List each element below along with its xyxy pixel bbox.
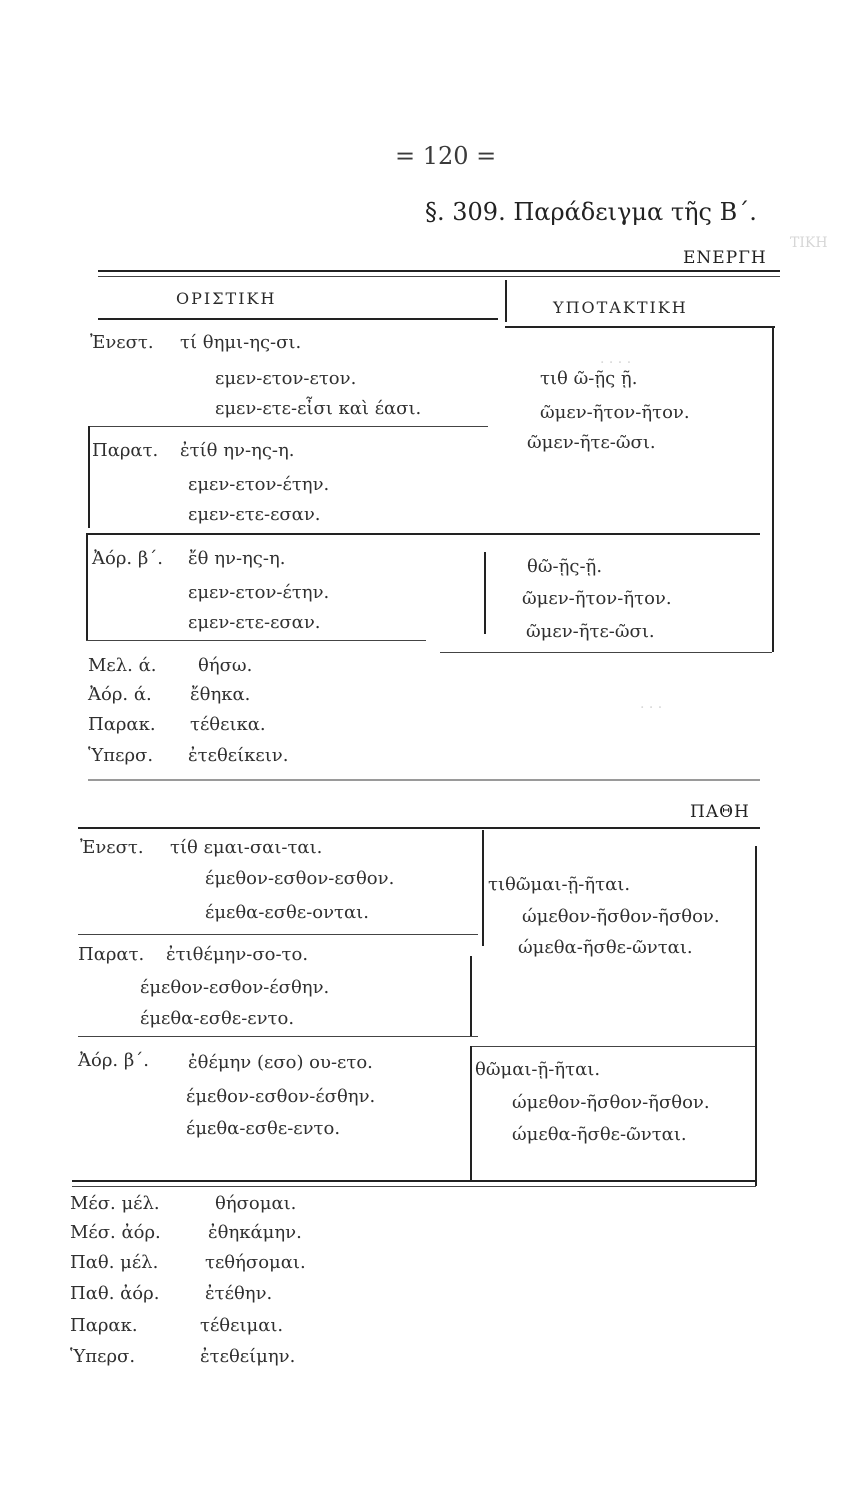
subjunctive-line: ώμεθον-ῆσθον-ῆσθον. bbox=[512, 1092, 710, 1113]
summary-label: Μέσ. μέλ. bbox=[70, 1193, 160, 1214]
table-border bbox=[86, 533, 88, 641]
column-divider bbox=[470, 956, 472, 1036]
summary-form: τέθεικα. bbox=[190, 714, 266, 735]
section-title: §. 309. Παράδειγμα τῆς Β΄. bbox=[425, 198, 757, 226]
conjugation-line: τίθ εμαι-σαι-ται. bbox=[170, 837, 323, 858]
table-border bbox=[772, 326, 774, 652]
tense-label: Ἐνεστ. bbox=[80, 837, 144, 858]
summary-label: Ὑπερσ. bbox=[70, 1346, 136, 1367]
summary-form: τεθήσομαι. bbox=[205, 1252, 306, 1273]
conjugation-line: εμεν-ετε-εσαν. bbox=[188, 504, 321, 525]
summary-form: θήσομαι. bbox=[215, 1193, 297, 1214]
subjunctive-line: ώμεθα-ῆσθε-ῶνται. bbox=[518, 937, 693, 958]
conjugation-line: έμεθον-εσθον-εσθον. bbox=[205, 868, 395, 889]
summary-label: Παθ. ἀόρ. bbox=[70, 1283, 160, 1304]
subjunctive-line: θῶ-ῇς-ῇ. bbox=[527, 556, 603, 577]
table-rule bbox=[98, 270, 780, 272]
table-rule bbox=[88, 533, 760, 535]
page-number: = 120 = bbox=[395, 142, 497, 170]
table-border bbox=[755, 846, 757, 1186]
table-rule bbox=[78, 934, 478, 935]
conjugation-line: εμεν-ετον-ετον. bbox=[215, 368, 357, 389]
summary-label: Παθ. μέλ. bbox=[70, 1252, 159, 1273]
conjugation-line: εμεν-ετον-έτην. bbox=[188, 582, 330, 603]
subjunctive-line: θῶμαι-ῇ-ῆται. bbox=[475, 1059, 601, 1080]
conjugation-line: έμεθον-εσθον-έσθην. bbox=[140, 977, 330, 998]
table-rule bbox=[78, 1036, 478, 1037]
table-rule bbox=[72, 1186, 756, 1187]
summary-form: θήσω. bbox=[198, 655, 253, 676]
table-rule bbox=[86, 640, 426, 641]
conjugation-line: έμεθον-εσθον-έσθην. bbox=[186, 1086, 376, 1107]
subjunctive-line: τιθῶμαι-ῇ-ῆται. bbox=[488, 874, 631, 895]
table-rule bbox=[88, 779, 760, 781]
conjugation-line: τί θημι-ης-σι. bbox=[180, 332, 302, 353]
summary-form: ἐθηκάμην. bbox=[208, 1222, 302, 1243]
active-voice-label: ΕΝΕΡΓΗ bbox=[683, 248, 767, 268]
conjugation-line: εμεν-ετον-έτην. bbox=[188, 474, 330, 495]
table-rule bbox=[88, 426, 488, 427]
summary-form: ἐτέθην. bbox=[205, 1283, 273, 1304]
column-divider bbox=[470, 1046, 472, 1182]
subjunctive-line: ῶμεν-ῆτον-ῆτον. bbox=[540, 402, 690, 423]
conjugation-line: ἐτιθέμην-σο-το. bbox=[166, 944, 309, 965]
table-rule bbox=[78, 827, 760, 829]
subjunctive-line: ῶμεν-ῆτον-ῆτον. bbox=[522, 588, 672, 609]
bleed-through-text: · · · · bbox=[600, 355, 632, 371]
conjugation-line: εμεν-ετε-εσαν. bbox=[188, 612, 321, 633]
conjugation-line: ἔθ ην-ης-η. bbox=[188, 548, 286, 569]
summary-form: ἐτεθείκειν. bbox=[188, 745, 289, 766]
table-rule bbox=[98, 318, 498, 320]
indicative-heading: ΟΡΙΣΤΙΚΗ bbox=[176, 289, 277, 308]
summary-form: ἔθηκα. bbox=[190, 684, 251, 705]
tense-label: Παρατ. bbox=[92, 440, 159, 461]
passive-voice-label: ΠΑΘΗ bbox=[690, 802, 750, 822]
summary-label: Παρακ. bbox=[70, 1315, 138, 1336]
column-divider bbox=[482, 830, 484, 946]
summary-form: ἐτεθείμην. bbox=[200, 1346, 296, 1367]
subjunctive-heading: ΥΠΟΤΑΚΤΙΚΗ bbox=[553, 298, 688, 317]
summary-label: Ἀόρ. ά. bbox=[88, 684, 152, 705]
table-rule bbox=[72, 1180, 756, 1182]
summary-label: Παρακ. bbox=[88, 714, 156, 735]
tense-label: Ἀόρ. β΄. bbox=[92, 548, 163, 569]
summary-label: Μελ. ά. bbox=[88, 655, 157, 676]
tense-label: Ἐνεστ. bbox=[90, 332, 154, 353]
summary-label: Ὑπερσ. bbox=[88, 745, 154, 766]
summary-label: Μέσ. ἀόρ. bbox=[70, 1222, 161, 1243]
conjugation-line: έμεθα-εσθε-εντο. bbox=[186, 1118, 341, 1139]
conjugation-line: ἐθέμην (εσο) ου-ετο. bbox=[188, 1052, 373, 1073]
table-rule bbox=[98, 276, 780, 277]
bleed-through-text: · · · bbox=[640, 700, 663, 716]
table-border bbox=[88, 426, 90, 528]
tense-label: Ἀόρ. β΄. bbox=[78, 1050, 149, 1071]
table-rule bbox=[470, 1046, 755, 1047]
tense-label: Παρατ. bbox=[78, 944, 145, 965]
table-rule bbox=[440, 652, 772, 653]
table-rule bbox=[505, 326, 775, 328]
conjugation-line: ἐτίθ ην-ης-η. bbox=[180, 440, 295, 461]
conjugation-line: έμεθα-εσθε-ονται. bbox=[205, 902, 369, 923]
subjunctive-line: ώμεθα-ῆσθε-ῶνται. bbox=[512, 1124, 687, 1145]
subjunctive-line: ῶμεν-ῆτε-ῶσι. bbox=[526, 621, 655, 642]
summary-form: τέθειμαι. bbox=[200, 1315, 284, 1336]
conjugation-line: εμεν-ετε-εἶσι καὶ έασι. bbox=[215, 398, 422, 419]
subjunctive-line: τιθ ῶ-ῇς ῇ. bbox=[540, 368, 638, 389]
bleed-through-text: ΤΙΚΗ bbox=[790, 235, 828, 251]
subjunctive-line: ώμεθον-ῆσθον-ῆσθον. bbox=[522, 906, 720, 927]
column-divider bbox=[505, 280, 507, 322]
subjunctive-line: ῶμεν-ῆτε-ῶσι. bbox=[527, 432, 656, 453]
conjugation-line: έμεθα-εσθε-εντο. bbox=[140, 1008, 295, 1029]
column-divider bbox=[484, 552, 486, 634]
